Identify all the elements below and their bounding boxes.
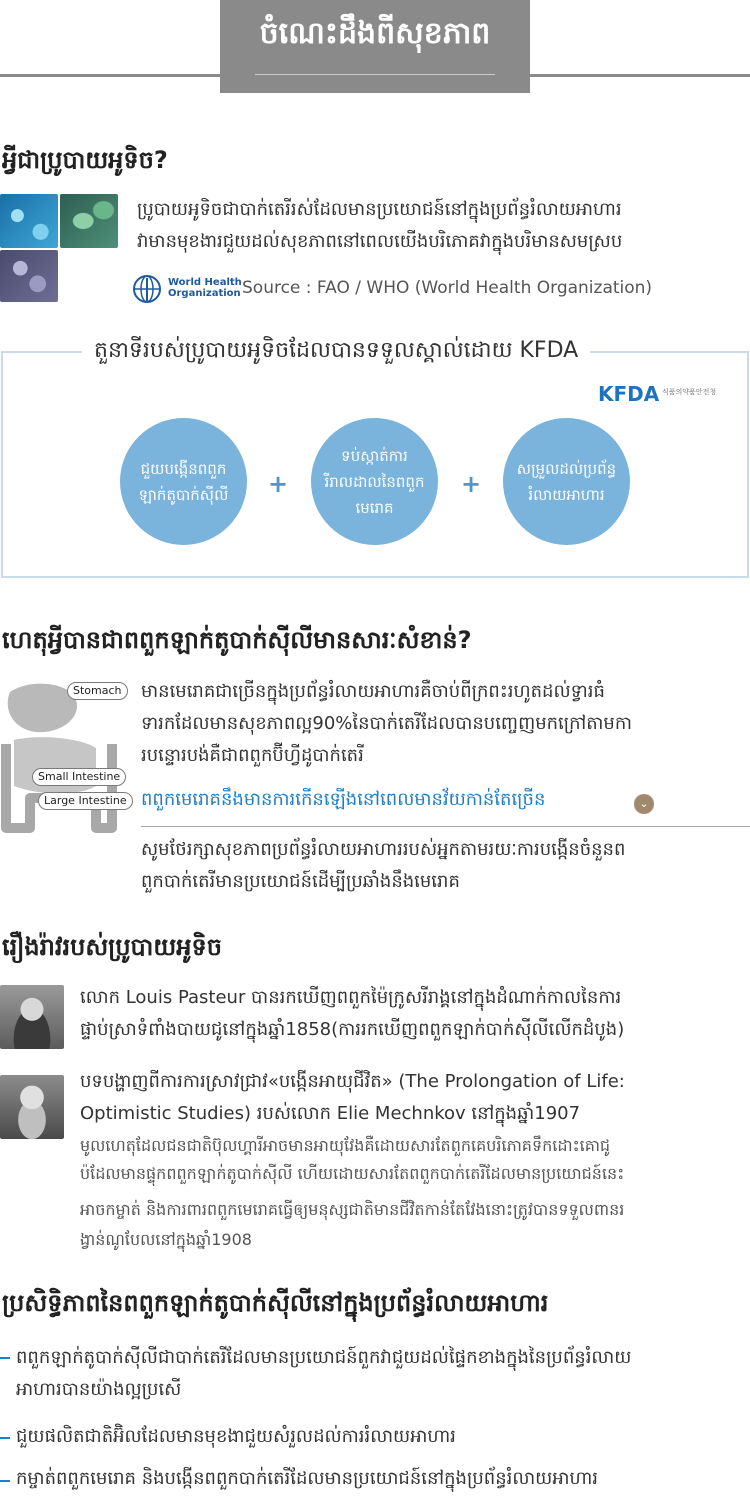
mechnikov-line-2: Optimistic Studies) របស់លោក Elie Mechnkov នៅក្នុងឆ្នាំ1907 <box>80 1103 581 1124</box>
pasteur-line-1: លោក Louis Pasteur បានរកឃើញពពួកម៉ៃក្រូសរីរាង្គនៅក្នុងដំណាក់កាលនៃការ <box>80 987 622 1008</box>
who-logo-text: World Health Organization <box>168 277 242 299</box>
louis-pasteur-portrait <box>0 985 64 1049</box>
section-heading-what-is-probiotic: អ្វីជាប្រូបាយអូទិច? <box>2 146 168 174</box>
bacteria-image-blue <box>0 194 58 248</box>
effect-1-line-2: អាហារបានយ៉ាងល្អប្រសើ <box>16 1379 182 1400</box>
importance-line-1: មានមេរោគជាច្រើនក្នុងប្រព័ន្ធរំលាយអាហារគឺចាប់ពីក្រពះរហូតដល់ទ្វារធំ <box>141 681 605 702</box>
pathogen-increase-highlight: ពពួកមេរោគនឹងមានការកើនឡើងនៅពេលមានវ័យកាន់តែច្រើន <box>141 789 546 810</box>
role-circle-increase-lactobacilli: ជួយបង្កើនពពួកឡាក់តូបាក់ស៊ីលី <box>120 418 247 545</box>
small-intestine-label: Small Intestine <box>32 768 126 786</box>
definition-line-1: ប្រូបាយអូទិចជាបាក់តេរីរស់ដែលមានប្រយោជន៍នៅក្នុងប្រព័ន្ធរំលាយអាហារ <box>137 199 622 220</box>
importance-line-3: របន្ទោរបង់គឺជាពពួកប៊ីហ្វីដូបាក់តេរី <box>141 745 364 766</box>
kfda-logo: KFDA <box>598 382 660 406</box>
section-divider <box>141 826 750 827</box>
page-title: ចំណេះដឹងពីសុខភាព <box>259 16 491 51</box>
source-caption: Source : FAO / WHO (World Health Organization) <box>242 278 653 298</box>
importance-line-2: ទារកដែលមានសុខភាពល្អ90%នៃបាក់តេរីដែលបានបញ្ចេញមកក្រៅតាមកា <box>141 713 632 734</box>
section-heading-why-important: ហេតុអ្វីបានជាពពួកឡាក់តូបាក់ស៊ីលីមានសារៈសំខាន់? <box>2 626 472 654</box>
mechnikov-detail-line-4: ង្វាន់ណូបែលនៅក្នុងឆ្នាំ1908 <box>80 1230 252 1249</box>
pasteur-line-2: ផ្ទាប់ស្រាទំពាំងបាយជូនៅក្នុងឆ្នាំ1858(ការរកឃើញពពួកឡាក់បាក់ស៊ីលីលើកដំបូង) <box>80 1019 625 1040</box>
stomach-label: Stomach <box>67 682 128 700</box>
mechnikov-detail-line-1: មូលហេតុដែលជនជាតិប៊ុលហ្គារីអាចមានអាយុវែងគឺដោយសារតែពួកគេបរិភោគទឹកដោះគោជូ <box>80 1136 611 1155</box>
bullet-dash <box>0 1437 10 1439</box>
bacteria-image-green <box>60 194 118 248</box>
role-circle-aid-digestion: សម្រួលដល់ប្រព័ន្ធរំលាយអាហារ <box>503 418 630 545</box>
title-underline <box>255 74 495 75</box>
bullet-dash <box>0 1480 10 1482</box>
mechnikov-detail-line-2: ប៉ដែលមានផ្ទុកពពួកឡាក់តូបាក់ស៊ីលី ហើយដោយសារតែពពួកបាក់តេរីដែលមានប្រយោជន៍នេះ <box>80 1164 625 1183</box>
section-heading-history: រឿងរ៉ាវរបស់ប្រូបាយអូទិច <box>2 933 222 961</box>
care-line-1: សូមថែរក្សាសុខភាពប្រព័ន្ធរំលាយអាហាររបស់អ្នកតាមរយៈការបង្កើនចំនួនព <box>141 839 626 860</box>
mechnikov-detail-line-3: អាចកម្ចាត់ និងការពារពពួកមេរោគធ្វើឲ្យមនុស្សជាតិមានជីវិតកាន់តែវែងនោះត្រូវបានទទួលពានរ <box>80 1200 625 1219</box>
chevron-down-icon[interactable]: ⌄ <box>634 794 654 814</box>
kfda-logo-subtext: 식품의약품안전청 <box>662 388 717 396</box>
section-heading-effects: ប្រសិទ្ធិភាពនៃពពួកឡាក់តូបាក់ស៊ីលីនៅក្នុងប្រព័ន្ធរំលាយអាហារ <box>2 1289 549 1317</box>
effect-3: កម្ចាត់ពពួកមេរោគ និងបង្កើនពពួកបាក់តេរីដែលមានប្រយោជន៍នៅក្នុងប្រព័ន្ធរំលាយអាហារ <box>16 1468 599 1489</box>
large-intestine-label: Large Intestine <box>38 792 133 810</box>
kfda-panel-title: តួនាទីរបស់ប្រូបាយអូទិចដែលបានទទួលស្គាល់ដោយ KFDA <box>82 336 590 368</box>
who-globe-icon <box>132 274 162 304</box>
digestive-system-icon <box>0 678 136 838</box>
role-circle-prevent-pathogens: ទប់ស្កាត់ការរីរាលដាលនៃពពួកមេរោគ <box>311 418 438 545</box>
elie-mechnikov-portrait <box>0 1075 64 1139</box>
plus-icon: + <box>461 470 482 498</box>
effect-1-line-1: ពពួកឡាក់តូបាក់ស៊ីលីជាបាក់តេរីដែលមានប្រយោជន៍ពួកវាជួយដល់ផ្ទៃកខាងក្នុងនៃប្រព័ន្ធរំលាយ <box>16 1347 632 1368</box>
care-line-2: ពួកបាក់តេរីមានប្រយោជន៍ដើម្បីប្រឆាំងនឹងមេរោគ <box>141 871 460 892</box>
bacteria-image-purple <box>0 250 58 302</box>
effect-2: ជួយផលិតជាតិអ៊ិលដែលមានមុខងាជួយសំរួលដល់ការរំលាយអាហារ <box>16 1426 456 1447</box>
mechnikov-line-1: បទបង្ហាញពីការការស្រាវជ្រាវ«បង្កើនអាយុជីវិត» (The Prolongation of Life: <box>80 1071 625 1092</box>
bullet-dash <box>0 1357 10 1359</box>
header-banner <box>220 0 530 93</box>
plus-icon: + <box>268 470 289 498</box>
definition-line-2: វាមានមុខងារជួយដល់សុខភាពនៅពេលយើងបរិភោគវាក្នុងបរិមានសមស្រប <box>137 231 623 252</box>
